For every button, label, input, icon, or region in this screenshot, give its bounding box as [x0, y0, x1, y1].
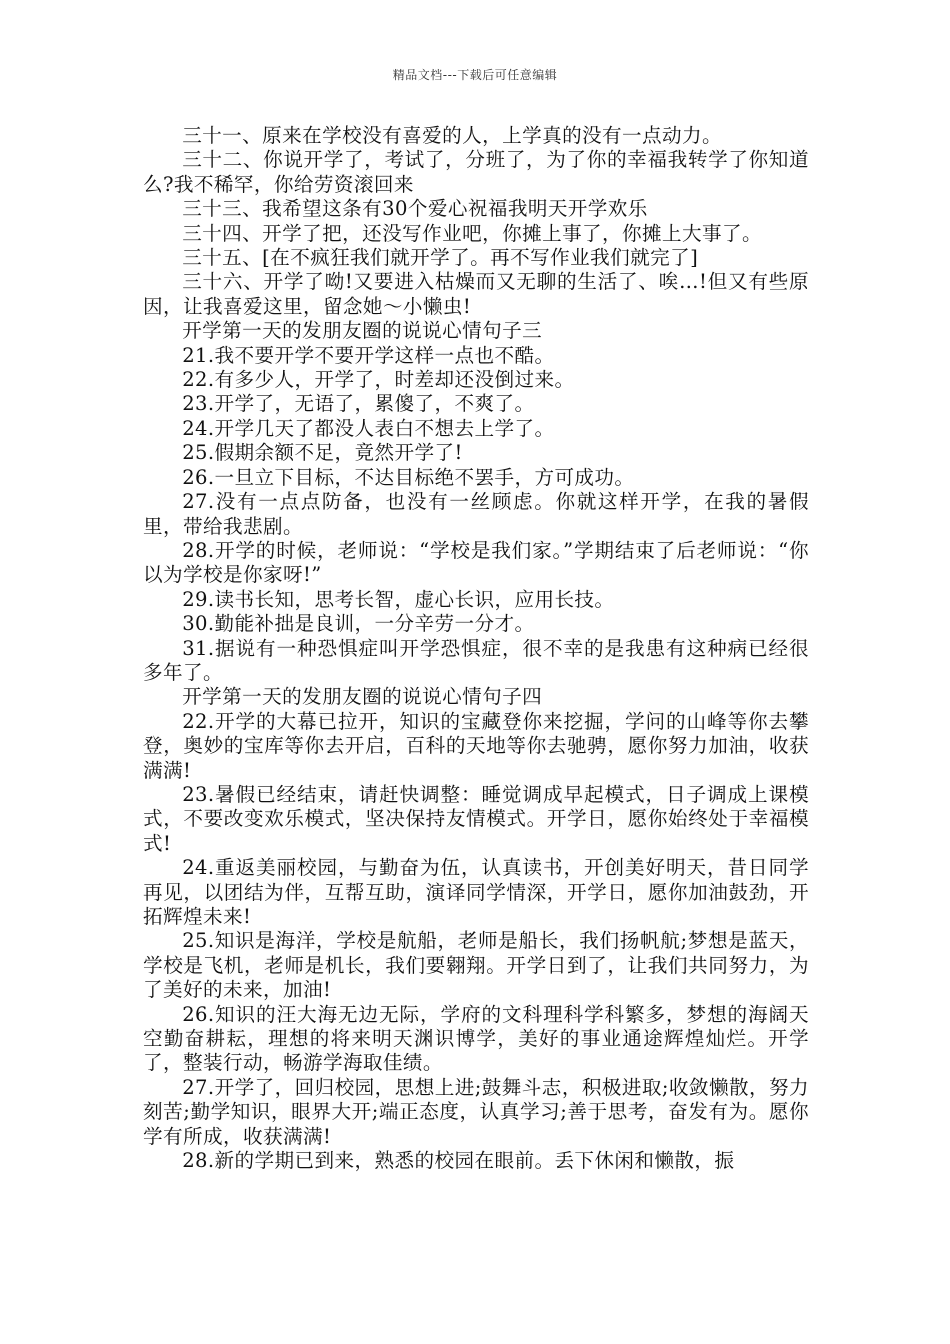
- document-body: [143, 124, 809, 1173]
- paragraph-32: 三十二、你说开学了，考试了，分班了，为了你的幸福我转学了你知道么?我不稀罕，你给劳资滚回来: [143, 148, 809, 196]
- list-item: 28.开学的时候，老师说：“学校是我们家。”学期结束了后老师说：“你以为学校是你家呀!”: [143, 538, 809, 587]
- list-item: 24.开学几天了都没人表白不想去上学了。: [182, 416, 555, 440]
- list-item: 26.一旦立下目标，不达目标绝不罢手，方可成功。: [182, 465, 635, 489]
- list-item: 25.知识是海洋，学校是航船，老师是船长，我们扬帆航;梦想是蓝天，学校是飞机，老师是机长，我们要翱翔。开学日到了，让我们共同努力，为了美好的未来，加油!: [143, 929, 809, 1002]
- paragraph-33: 三十三、我希望这条有30个爱心祝福我明天开学欢乐: [182, 197, 648, 221]
- list-item: 27.没有一点点防备，也没有一丝顾虑。你就这样开学，在我的暑假里，带给我悲剧。: [143, 490, 809, 538]
- list-item: 27.开学了，回归校园，思想上进;鼓舞斗志，积极进取;收敛懒散，努力刻苦;勤学知识，眼界大开;端正态度，认真学习;善于思考，奋发有为。愿你学有所成，收获满满!: [143, 1075, 809, 1148]
- list-item: 29.读书长知，思考长智，虚心长识，应用长技。: [182, 587, 615, 611]
- paragraph-36: 三十六、开学了呦!又要进入枯燥而又无聊的生活了、唉…!但又有些原因，让我喜爱这里，留念她～小懒虫!: [143, 270, 809, 318]
- list-item: 25.假期余额不足，竟然开学了!: [182, 441, 463, 465]
- section-heading-four: 开学第一天的发朋友圈的说说心情句子四: [182, 685, 543, 709]
- paragraph-35: 三十五、[在不疯狂我们就开学了。再不写作业我们就完了]: [182, 246, 699, 270]
- paragraph-31: 三十一、原来在学校没有喜爱的人，上学真的没有一点动力。: [182, 124, 723, 147]
- paragraph-34: 三十四、开学了把，还没写作业吧，你摊上事了，你摊上大事了。: [182, 221, 763, 245]
- list-item: 31.据说有一种恐惧症叫开学恐惧症，很不幸的是我患有这种病已经很多年了。: [143, 636, 809, 684]
- list-item: 23.暑假已经结束，请赶快调整：睡觉调成早起模式，日子调成上课模式，不要改变欢乐模式，坚决保持友情模式。开学日，愿你始终处于幸福模式!: [143, 782, 809, 855]
- list-item: 30.勤能补拙是良训，一分辛劳一分才。: [182, 612, 535, 636]
- list-item: 24.重返美丽校园，与勤奋为伍，认真读书，开创美好明天，昔日同学再见，以团结为伴，互帮互助，演译同学情深，开学日，愿你加油鼓劲，开拓辉煌未来!: [143, 856, 809, 928]
- list-item: 28.新的学期已到来，熟悉的校园在眼前。丢下休闲和懒散，振: [182, 1149, 735, 1173]
- list-item: 22.开学的大幕已拉开，知识的宝藏登你来挖掘，学问的山峰等你去攀登，奥妙的宝库等你去开启，百科的天地等你去驰骋，愿你努力加油，收获满满!: [143, 709, 809, 782]
- list-item: 21.我不要开学不要开学这样一点也不酷。: [182, 343, 555, 367]
- list-item: 23.开学了，无语了，累傻了，不爽了。: [182, 392, 535, 416]
- list-item: 26.知识的汪大海无边无际，学府的文科理科学科繁多，梦想的海阔天空勤奋耕耘，理想的将来明天渊识博学，美好的事业通途辉煌灿烂。开学了，整装行动，畅游学海取佳绩。: [143, 1002, 809, 1075]
- list-item: 22.有多少人，开学了，时差却还没倒过来。: [182, 368, 575, 392]
- page-header: 精品文档---下载后可任意编辑: [392, 68, 558, 82]
- section-heading-three: 开学第一天的发朋友圈的说说心情句子三: [182, 319, 543, 343]
